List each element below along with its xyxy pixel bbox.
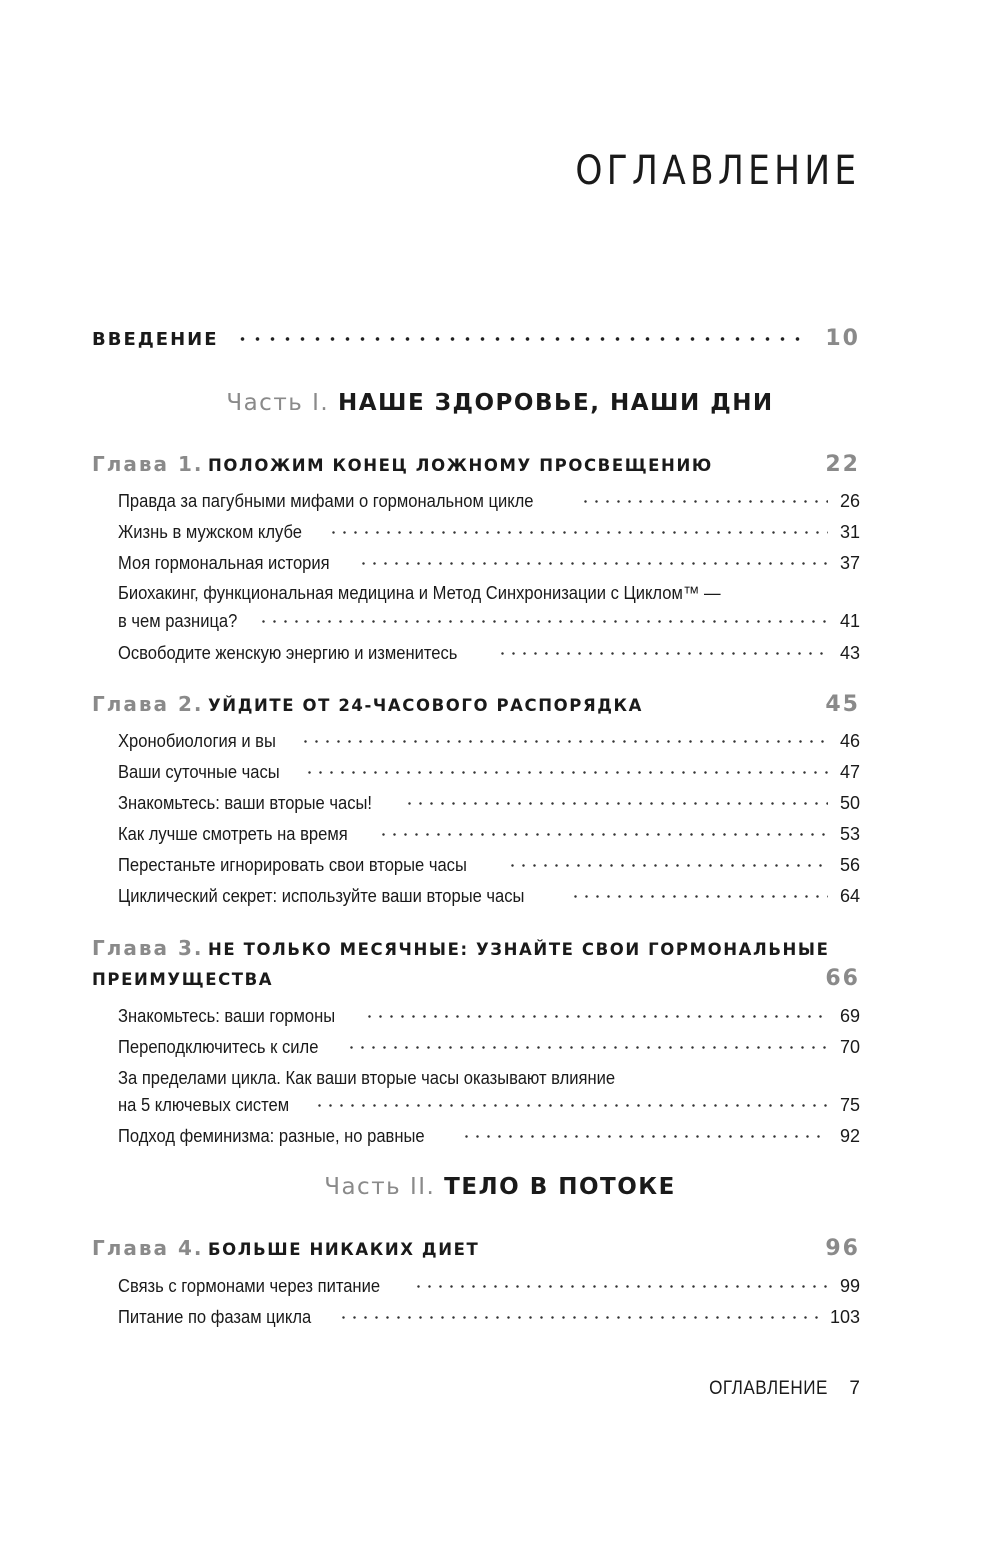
toc-section[interactable]: [118, 1037, 860, 1058]
dot-leader: [461, 1135, 828, 1138]
toc-page-number: 99: [839, 1276, 860, 1296]
part-title: НАШЕ ЗДОРОВЬЕ, НАШИ ДНИ: [338, 390, 774, 416]
dot-leader: [364, 1015, 828, 1018]
toc-section-label: Ваши суточные часы: [118, 762, 280, 782]
toc-section-label: Переподключитесь к силе: [118, 1037, 319, 1057]
part-heading-2: [0, 1174, 1000, 1200]
toc-section[interactable]: [118, 1006, 860, 1027]
toc-page-number: 43: [839, 643, 860, 663]
toc-chapter-3-line1[interactable]: [92, 936, 829, 960]
toc-section[interactable]: [118, 553, 860, 574]
toc-page-number: 45: [825, 692, 860, 717]
toc-section-label: Питание по фазам цикла: [118, 1307, 312, 1327]
toc-section-label: Циклический секрет: используйте ваши вторые часы: [118, 886, 525, 906]
toc-page-number: 64: [839, 886, 860, 906]
toc-section-label: Знакомьтесь: ваши вторые часы!: [118, 793, 372, 813]
toc-page-number: 75: [839, 1095, 860, 1115]
toc-chapter-4[interactable]: [92, 1236, 860, 1261]
dot-leader: [497, 652, 828, 655]
toc-page-number: 56: [839, 855, 860, 875]
toc-section[interactable]: [118, 1307, 860, 1328]
chapter-prefix: Глава 4.: [92, 1236, 204, 1260]
part-heading-1: [0, 390, 1000, 416]
chapter-prefix: Глава 3.: [92, 936, 204, 960]
toc-page-number: 26: [839, 491, 860, 511]
toc-page-number: 96: [825, 1236, 860, 1261]
toc-chapter-3[interactable]: [92, 966, 860, 991]
toc-section[interactable]: [118, 1095, 860, 1116]
toc-section-label: Знакомьтесь: ваши гормоны: [118, 1006, 336, 1026]
toc-page-number: 47: [839, 762, 860, 782]
page-number: 7: [849, 1378, 860, 1399]
toc-section[interactable]: [118, 855, 860, 876]
toc-page-number: 66: [825, 966, 860, 991]
toc-chapter-2[interactable]: [92, 692, 860, 717]
toc-section[interactable]: [118, 762, 860, 783]
toc-section-label: Моя гормональная история: [118, 553, 330, 573]
running-footer-title: ОГЛАВЛЕНИЕ: [708, 1378, 828, 1399]
toc-section-label: Связь с гормонами через питание: [118, 1276, 381, 1296]
dot-leader: [358, 562, 828, 565]
toc-section-label: Правда за пагубными мифами о гормональном цикле: [118, 491, 534, 511]
dot-leader: [235, 337, 810, 341]
part-label: Часть II.: [324, 1174, 436, 1200]
toc-page-number: 37: [839, 553, 860, 573]
toc-page-number: 31: [839, 522, 860, 542]
chapter-title: БОЛЬШЕ НИКАКИХ ДИЕТ: [207, 1240, 480, 1259]
toc-page-number: 103: [829, 1307, 860, 1327]
dot-leader: [304, 771, 828, 774]
toc-section-label: Хронобиология и вы: [118, 731, 276, 751]
toc-page-number: 10: [825, 326, 860, 351]
toc-page-number: 41: [839, 611, 860, 631]
toc-section[interactable]: [118, 886, 860, 907]
toc-section[interactable]: [118, 522, 860, 543]
dot-leader: [300, 740, 828, 743]
toc-section[interactable]: [118, 491, 860, 512]
toc-page-number: 50: [839, 793, 860, 813]
chapter-prefix: Глава 2.: [92, 692, 204, 716]
toc-page-number: 22: [825, 452, 860, 477]
toc-section-label: Перестаньте игнорировать свои вторые часы: [118, 855, 467, 875]
toc-section-label: на 5 ключевых систем: [118, 1095, 290, 1115]
toc-chapter-1[interactable]: [92, 452, 860, 477]
toc-entry-label: ВВЕДЕНИЕ: [92, 329, 219, 350]
toc-section[interactable]: [118, 1126, 860, 1147]
dot-leader: [328, 531, 828, 534]
toc-section-label: Жизнь в мужском клубе: [118, 522, 302, 542]
toc-section[interactable]: [118, 643, 860, 664]
dot-leader: [413, 1285, 828, 1288]
toc-page-number: 46: [839, 731, 860, 751]
toc-section[interactable]: [118, 824, 860, 845]
dot-leader: [580, 500, 828, 503]
toc-section[interactable]: [118, 611, 860, 632]
page-footer: [696, 1378, 860, 1400]
toc-page-number: 92: [839, 1126, 860, 1146]
toc-entry-introduction[interactable]: [92, 326, 860, 351]
toc-section-label: Подход феминизма: разные, но равные: [118, 1126, 425, 1146]
part-title: ТЕЛО В ПОТОКЕ: [444, 1174, 676, 1200]
toc-section[interactable]: [118, 731, 860, 752]
toc-section-label: Освободите женскую энергию и изменитесь: [118, 643, 458, 663]
chapter-prefix: Глава 1.: [92, 452, 204, 476]
chapter-title-line2: ПРЕИМУЩЕСТВА: [92, 970, 274, 989]
toc-page-number: 53: [839, 824, 860, 844]
dot-leader: [258, 620, 828, 623]
dot-leader: [314, 1104, 828, 1107]
toc-section-label: в чем разница?: [118, 611, 238, 631]
chapter-title: УЙДИТЕ ОТ 24-ЧАСОВОГО РАСПОРЯДКА: [207, 696, 644, 715]
page-title: ОГЛАВЛЕНИЕ: [575, 148, 860, 194]
dot-leader: [404, 802, 828, 805]
toc-section-label-line1: Биохакинг, функциональная медицина и Метод Синхронизации с Циклом™ —: [118, 583, 721, 603]
toc-section-label-line1: За пределами цикла. Как ваши вторые часы оказывают влияние: [118, 1068, 616, 1088]
chapter-title: НЕ ТОЛЬКО МЕСЯЧНЫЕ: УЗНАЙТЕ СВОИ ГОРМОНАЛЬНЫЕ: [207, 940, 830, 959]
dot-leader: [338, 1316, 820, 1319]
part-label: Часть I.: [226, 390, 330, 416]
toc-section[interactable]: [118, 793, 860, 814]
toc-section-label: Как лучше смотреть на время: [118, 824, 348, 844]
toc-page-number: 70: [839, 1037, 860, 1057]
dot-leader: [378, 833, 828, 836]
toc-section[interactable]: [118, 1276, 860, 1297]
toc-page-number: 69: [839, 1006, 860, 1026]
dot-leader: [570, 895, 828, 898]
chapter-title: ПОЛОЖИМ КОНЕЦ ЛОЖНОМУ ПРОСВЕЩЕНИЮ: [207, 456, 713, 475]
dot-leader: [507, 864, 828, 867]
dot-leader: [346, 1046, 828, 1049]
